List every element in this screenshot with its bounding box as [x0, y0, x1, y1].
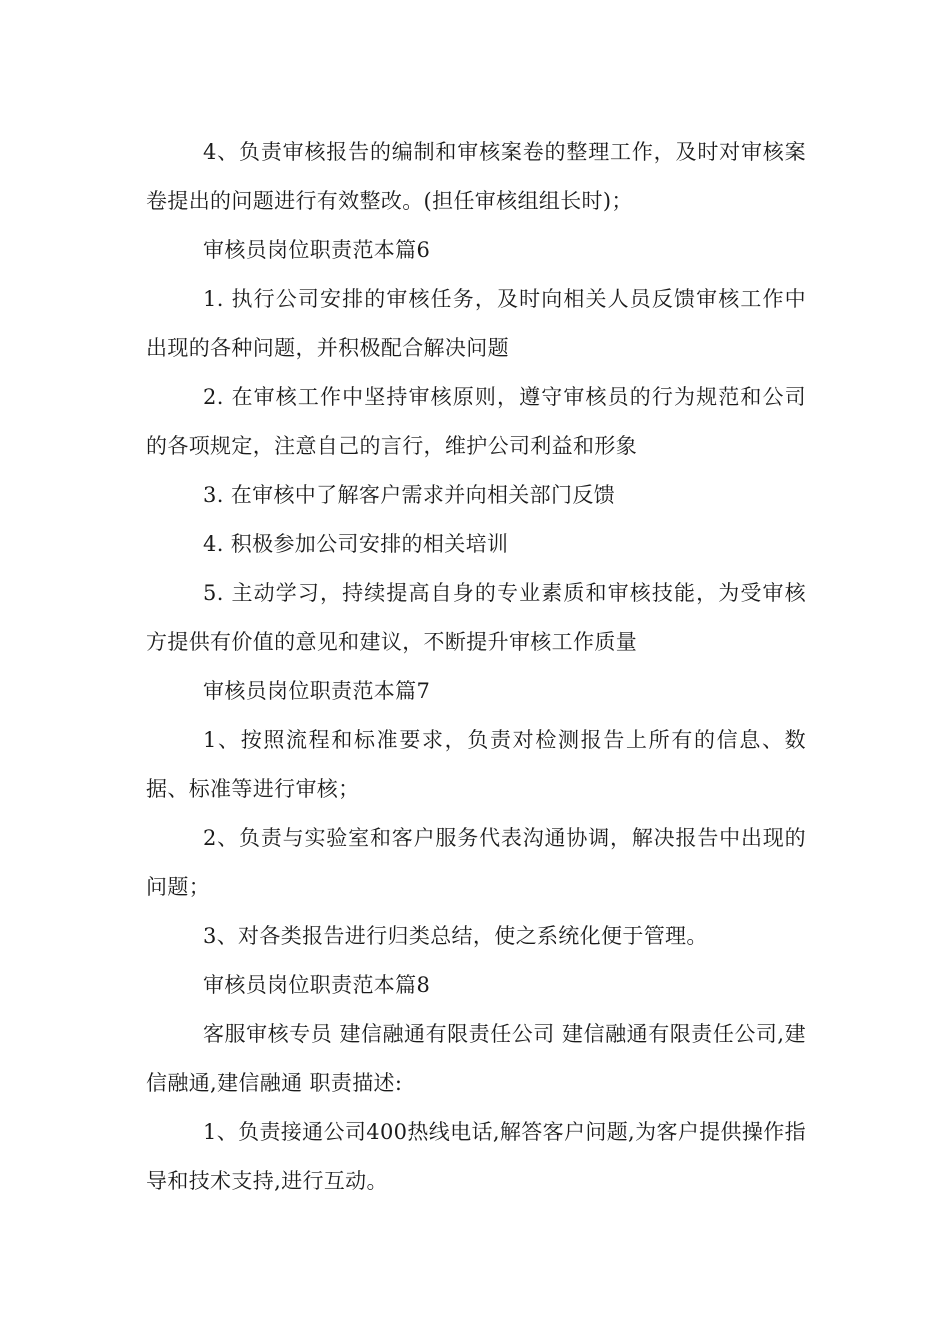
paragraph-7-item-1: 1、按照流程和标准要求，负责对检测报告上所有的信息、数据、标准等进行审核； — [146, 728, 806, 801]
paragraph-6-item-4: 4. 积极参加公司安排的相关培训 — [203, 532, 509, 556]
paragraph-7-item-3: 3、对各类报告进行归类总结，使之系统化便于管理。 — [203, 924, 708, 948]
document-body — [146, 128, 806, 1206]
paragraph-6-item-3: 3. 在审核中了解客户需求并向相关部门反馈 — [203, 483, 616, 507]
paragraph-6-item-1: 1. 执行公司安排的审核任务，及时向相关人员反馈审核工作中出现的各种问题，并积极配合解决问题 — [146, 287, 806, 360]
paragraph-duty-4-report: 4、负责审核报告的编制和审核案卷的整理工作，及时对审核案卷提出的问题进行有效整改。(担任审核组组长时)； — [146, 140, 806, 213]
paragraph-6-item-5: 5. 主动学习，持续提高自身的专业素质和审核技能，为受审核方提供有价值的意见和建议，不断提升审核工作质量 — [146, 581, 806, 654]
paragraph-6-item-2: 2. 在审核工作中坚持审核原则，遵守审核员的行为规范和公司的各项规定，注意自己的言行，维护公司利益和形象 — [146, 385, 806, 458]
paragraph-7-item-2: 2、负责与实验室和客户服务代表沟通协调，解决报告中出现的问题； — [146, 826, 806, 899]
section-heading-8: 审核员岗位职责范本篇8 — [203, 973, 431, 997]
paragraph-8-item-1: 1、负责接通公司400热线电话,解答客户问题,为客户提供操作指导和技术支持,进行互动。 — [146, 1120, 806, 1193]
section-heading-7: 审核员岗位职责范本篇7 — [203, 679, 431, 703]
section-heading-6: 审核员岗位职责范本篇6 — [203, 238, 431, 262]
paragraph-8-intro: 客服审核专员 建信融通有限责任公司 建信融通有限责任公司,建信融通,建信融通 职责描述: — [146, 1022, 806, 1095]
